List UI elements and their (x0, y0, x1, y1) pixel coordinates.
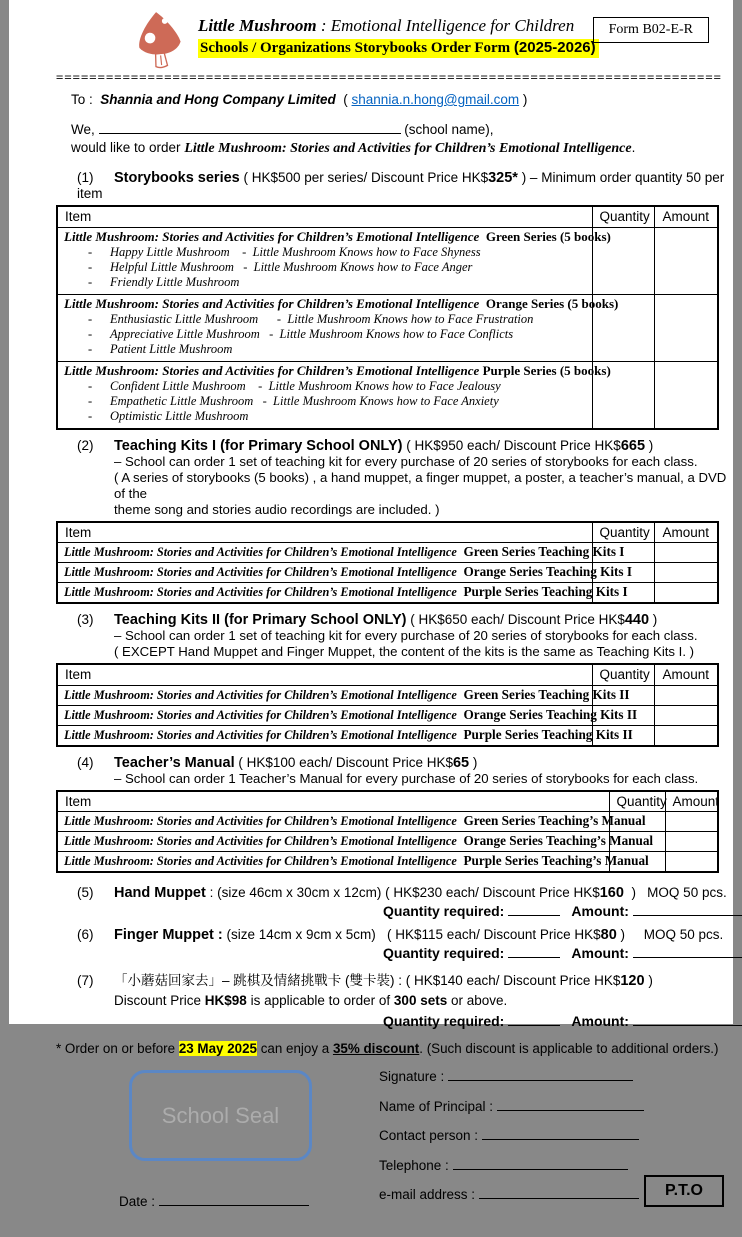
table-header-row: Item Quantity Amount (57, 522, 718, 543)
signature-blank[interactable] (448, 1067, 633, 1081)
email-address-field: e-mail address : (379, 1185, 644, 1202)
order-statement-line: would like to order Little Mushroom: Stories and Activities for Children’s Emotional Intelligence. (71, 140, 636, 156)
table-row: Little Mushroom: Stories and Activities for Children’s Emotional Intelligence Green Series Teaching’s Manual (57, 812, 718, 832)
order-form-page: Little Mushroom : Emotional Intelligence for Children Schools / Organizations Storybooks Order Form (2025-2026) Form B02-E-R ================================================================================ To : Shannia and Hong Company Limited ( shannia.n.hong@gmail.com ) We, (school name), would like to order Little Mushroom: Stories and Activities for Children’s Emotional Intelligence. (1) Storybooks series ( HK$500 per series/ Discount Price HK$325* ) – Minimum order quantity 50 per item Item Quantity Amount Little Mushroom: Stories and Activities for Children’s Emotional Intelligence Green Series (5 books) - Happy Little Mushroom - Little Mushroom Knows how to Face Shyness - Helpful Little Mushroom - Little Mushroom Knows how to Face Anger - Friendly Little Mushroom Little Mushroom: Stories and Activities for Children’s Emotional Intelligence Orange Series (5 books) - Enthusiastic Little Mushroom - Little Mushroom Knows how to Face Frustration - Appreciative Little Mushroom - Little Mushroom Knows how to Face Conflicts - Patient Little Mushroom Little Mushroom: Stories and Activities for Children’s Emotional Intelligence Purple Series (5 books) - Confident Little Mushroom - Little Mushroom Knows how to Face Jealousy - Empathetic Little Mushroom - Little Mushroom Knows how to Face Anxiety - Optimistic Little Mushroom (2) Teaching Kits I (for Primary School ONLY) ( HK$950 each/ Discount Price HK$665 ) – School can order 1 set of teaching kit for every purchase of 20 series of storybooks for each class. ( A series of storybooks (5 books) , a hand muppet, a finger muppet, a poster, a teacher’s manual, a DVD of the theme song and stories audio recordings are included. ) Item Quantity Amount Little Mushroom: Stories and Activities for Children’s Emotional Intelligence Green Series Teaching Kits I Little Mushroom: Stories and Activities for Children’s Emotional Intelligence Orange Series Teaching Kits I Little Mushroom: Stories and Activities for Children’s Emotional Intelligence Purple Series Teaching Kits I (3) Teaching Kits II (for Primary School ONLY) ( HK$650 each/ Discount Price HK$440 ) – School can order 1 set of teaching kit for every purchase of 20 series of storybooks for each class. ( EXCEPT Hand Muppet and Finger Muppet, the content of the kits is the same as Teaching Kits I. ) Item Quantity Amount Little Mushroom: Stories and Activities for Children’s Emotional Intelligence Green Series Teaching Kits II Little Mushroom: Stories and Activities for Children’s Emotional Intelligence Orange Series Teaching Kits II Little Mushroom: Stories and Activities for Children’s Emotional Intelligence Purple Series Teaching Kits II (4) Teacher’s Manual ( HK$100 each/ Discount Price HK$65 ) – School can order 1 Teacher’s Manual for every purchase of 20 series of storybooks for each class. Item Quantity Amount Little Mushroom: Stories and Activities for Children’s Emotional Intelligence Green Series Teaching’s Manual Little Mushroom: Stories and Activities for Children’s Emotional Intelligence Orange Series Teaching’s Manual Little Mushroom: Stories and Activities for Children’s Emotional Intelligence Purple Series Teaching’s Manual (5) Hand Muppet : (size 46cm x 30cm x 12cm) ( HK$230 each/ Discount Price HK$160 ) MOQ 50 pcs. Quantity required: Amount: (6) Finger Muppet : (size 14cm x 9cm x 5cm) ( HK$115 each/ Discount Price HK$80 ) MOQ 50 pcs. Quantity required: Amount: (7) 「小蘑菇回家去」– 跳棋及情緒挑戰卡 (雙卡裝) : ( HK$140 each/ Discount Price HK$120 ) Discount Price HK$98 is applicable to order of 300 sets or above. Quantity required: Amount: * Order on or before 23 May 2025 can enjoy a 35% discount. (Such discount is applicable to additional orders.) School Seal Date : Signature : Name of Principal : Contact person : Telephone : e-mail address : P.T.O (9, 0, 733, 1024)
table-row: Little Mushroom: Stories and Activities for Children’s Emotional Intelligence Purple Series Teaching Kits II (57, 725, 718, 746)
form-year: (2025-2026) (513, 39, 596, 56)
table-row: Little Mushroom: Stories and Activities for Children’s Emotional Intelligence Green Series Teaching Kits I (57, 543, 718, 563)
school-name-blank[interactable] (99, 121, 401, 134)
table-header-row (57, 206, 718, 227)
teaching-kits1-table (56, 521, 719, 605)
telephone-blank[interactable] (453, 1156, 628, 1170)
form-header (9, 0, 733, 66)
amount-cell[interactable] (654, 294, 718, 361)
date-line: Date : (119, 1193, 309, 1209)
table-row: Little Mushroom: Stories and Activities for Children’s Emotional Intelligence Orange Series (5 books) - Enthusiastic Little Mushroom - Little Mushroom Knows how to Face Frustration - Appreciative Little Mushroom - Little Mushroom Knows how to Face Conflicts - Patient Little Mushroom (57, 294, 718, 361)
contact-person-blank[interactable] (482, 1126, 639, 1140)
col-amount: Amount (654, 206, 718, 227)
amount-cell[interactable] (654, 583, 718, 604)
form-title: Little Mushroom : Emotional Intelligence for Children (198, 16, 575, 35)
amount-cell[interactable] (654, 705, 718, 725)
table-row: Little Mushroom: Stories and Activities for Children’s Emotional Intelligence Green Series Teaching Kits II (57, 685, 718, 705)
deadline-highlight: 23 May 2025 (178, 1041, 257, 1056)
email-address-blank[interactable] (479, 1185, 639, 1199)
section2-heading: (2) Teaching Kits I (for Primary School ONLY) ( HK$950 each/ Discount Price HK$665 ) (77, 437, 654, 454)
section6-line: (6) Finger Muppet : (size 14cm x 9cm x 5cm) ( HK$115 each/ Discount Price HK$80 ) MOQ 50 pcs. (77, 927, 724, 943)
col-quantity: Quantity (592, 206, 654, 227)
email-link[interactable]: shannia.n.hong@gmail.com (351, 92, 520, 107)
amount-blank[interactable] (633, 945, 742, 958)
section7-line1: (7) 「小蘑菇回家去」– 跳棋及情緒挑戰卡 (雙卡裝) : ( HK$140 each/ Discount Price HK$120 ) (77, 973, 653, 989)
storybooks-table (56, 205, 719, 430)
mushroom-logo-icon (130, 11, 188, 71)
school-name-line: We, (school name), (71, 122, 494, 137)
section7-line2: Discount Price HK$98 is applicable to order of 300 sets or above. (114, 993, 508, 1008)
table-row: Little Mushroom: Stories and Activities for Children’s Emotional Intelligence Orange Series Teaching Kits I (57, 563, 718, 583)
date-blank[interactable] (159, 1193, 309, 1206)
col-item: Item (57, 206, 592, 227)
signature-fields (379, 1067, 644, 1215)
table-header-row: Item Quantity Amount (57, 664, 718, 685)
quantity-blank[interactable] (508, 1013, 560, 1026)
quantity-blank[interactable] (508, 903, 560, 916)
form-code-box: Form B02-E-R (593, 17, 709, 43)
amount-cell[interactable] (654, 543, 718, 563)
amount-cell[interactable] (665, 832, 718, 852)
signature-field: Signature : (379, 1067, 644, 1084)
school-seal-box[interactable]: School Seal (129, 1070, 312, 1161)
amount-cell[interactable] (654, 725, 718, 746)
section6-qty-line: Quantity required: Amount: (383, 945, 733, 961)
section1-heading: (1) Storybooks series ( HK$500 per series/ Discount Price HK$325* ) – Minimum order quantity 50 per item (77, 170, 729, 201)
discount-note: * Order on or before 23 May 2025 can enjoy a 35% discount. (Such discount is applicable to additional orders.) (56, 1041, 719, 1056)
table-row: Little Mushroom: Stories and Activities for Children’s Emotional Intelligence Purple Series Teaching’s Manual (57, 852, 718, 873)
table-row: Little Mushroom: Stories and Activities for Children’s Emotional Intelligence Orange Series Teaching’s Manual (57, 832, 718, 852)
table-row: Little Mushroom: Stories and Activities for Children’s Emotional Intelligence Orange Series Teaching Kits II (57, 705, 718, 725)
principal-name-field: Name of Principal : (379, 1097, 644, 1114)
table-row: Little Mushroom: Stories and Activities for Children’s Emotional Intelligence Purple Series Teaching Kits I (57, 583, 718, 604)
teaching-kits2-table (56, 663, 719, 747)
amount-cell[interactable] (654, 685, 718, 705)
separator-line: ================================================================================ (56, 70, 722, 84)
form-subtitle: Schools / Organizations Storybooks Order Form (2025-2026) (198, 39, 599, 58)
teachers-manual-table (56, 790, 719, 874)
amount-cell[interactable] (654, 563, 718, 583)
quantity-blank[interactable] (508, 945, 560, 958)
table-row: Little Mushroom: Stories and Activities for Children’s Emotional Intelligence Purple Series (5 books) - Confident Little Mushroom - Little Mushroom Knows how to Face Jealousy - Empathetic Little Mushroom - Little Mushroom Knows how to Face Anxiety - Optimistic Little Mushroom (57, 361, 718, 429)
section7-qty-line: Quantity required: Amount: (383, 1013, 733, 1029)
amount-cell[interactable] (665, 852, 718, 873)
company-name: Shannia and Hong Company Limited (100, 92, 336, 107)
section5-qty-line: Quantity required: Amount: (383, 903, 733, 919)
amount-blank[interactable] (633, 903, 742, 916)
table-row: Little Mushroom: Stories and Activities for Children’s Emotional Intelligence Green Series (5 books) - Happy Little Mushroom - Little Mushroom Knows how to Face Shyness - Helpful Little Mushroom - Little Mushroom Knows how to Face Anger - Friendly Little Mushroom (57, 227, 718, 294)
section4-heading: (4) Teacher’s Manual ( HK$100 each/ Discount Price HK$65 ) (77, 754, 478, 771)
book-title: Little Mushroom: Stories and Activities for Children’s Emotional Intelligence (184, 141, 632, 156)
contact-person-field: Contact person : (379, 1126, 644, 1143)
amount-cell[interactable] (654, 361, 718, 429)
section3-heading: (3) Teaching Kits II (for Primary School ONLY) ( HK$650 each/ Discount Price HK$440 ) (77, 612, 658, 628)
telephone-field: Telephone : (379, 1156, 644, 1173)
principal-name-blank[interactable] (497, 1097, 644, 1111)
table-header-row: Item Quantity Amount (57, 791, 718, 812)
footer-area (9, 1062, 733, 1237)
to-line: To : Shannia and Hong Company Limited ( shannia.n.hong@gmail.com ) (71, 92, 528, 107)
intro-block (71, 121, 733, 158)
amount-blank[interactable] (633, 1013, 742, 1026)
section5-line: (5) Hand Muppet : (size 46cm x 30cm x 12cm) ( HK$230 each/ Discount Price HK$160 ) MOQ 50 pcs. (77, 885, 727, 901)
amount-cell[interactable] (665, 812, 718, 832)
amount-cell[interactable] (654, 227, 718, 294)
pto-box: P.T.O (644, 1175, 724, 1207)
brand-name: Little Mushroom (198, 16, 317, 35)
